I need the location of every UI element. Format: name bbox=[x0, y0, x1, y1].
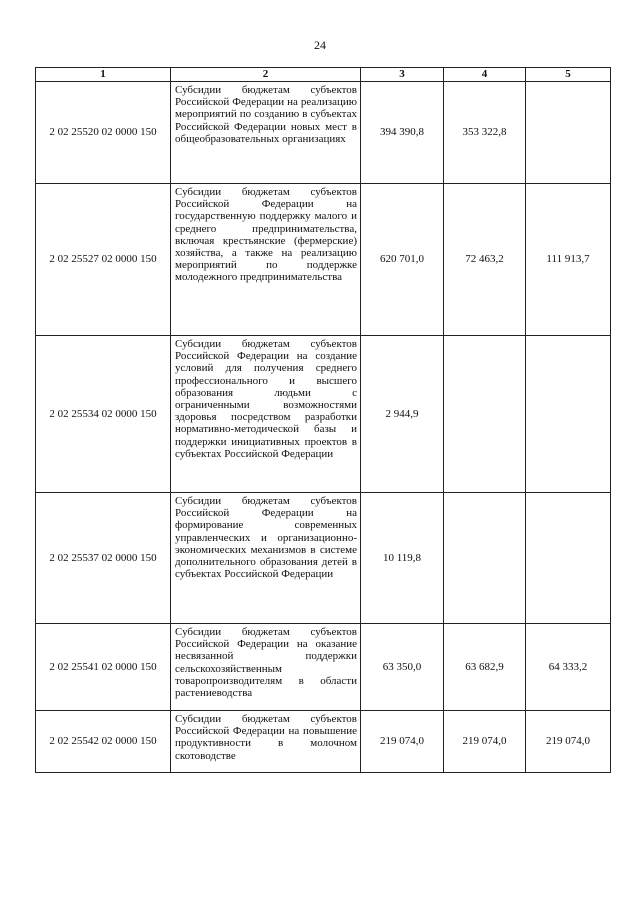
amount-col4-cell: 219 074,0 bbox=[444, 711, 526, 773]
amount-col5-cell bbox=[526, 493, 611, 624]
column-header-2: 2 bbox=[171, 68, 361, 82]
table-row bbox=[36, 711, 611, 773]
table-row bbox=[36, 336, 611, 493]
column-header-3: 3 bbox=[361, 68, 444, 82]
amount-col5-cell: 219 074,0 bbox=[526, 711, 611, 773]
amount-col4-cell: 353 322,8 bbox=[444, 82, 526, 184]
table-row bbox=[36, 624, 611, 711]
amount-col3-cell: 219 074,0 bbox=[361, 711, 444, 773]
budget-code-cell: 2 02 25527 02 0000 150 bbox=[36, 184, 171, 336]
budget-code-cell: 2 02 25542 02 0000 150 bbox=[36, 711, 171, 773]
description-cell: Субсидии бюджетам субъектов Российской Федерации на формирование современных управленческих и организационно-экономических механизмов в системе дополнительного образования детей в субъектах Российской Федерации bbox=[171, 493, 361, 624]
amount-col5-cell bbox=[526, 336, 611, 493]
description-cell: Субсидии бюджетам субъектов Российской Федерации на повышение продуктивности в молочном скотоводстве bbox=[171, 711, 361, 773]
budget-code-cell: 2 02 25534 02 0000 150 bbox=[36, 336, 171, 493]
amount-col4-cell bbox=[444, 493, 526, 624]
column-header-4: 4 bbox=[444, 68, 526, 82]
table-header-row bbox=[36, 68, 611, 82]
description-cell: Субсидии бюджетам субъектов Российской Федерации на оказание несвязанной поддержки сельскохозяйственным товаропроизводителям в области растениеводства bbox=[171, 624, 361, 711]
amount-col5-cell bbox=[526, 82, 611, 184]
amount-col4-cell: 63 682,9 bbox=[444, 624, 526, 711]
budget-table bbox=[35, 67, 611, 773]
table-row bbox=[36, 493, 611, 624]
amount-col4-cell bbox=[444, 336, 526, 493]
table-row bbox=[36, 82, 611, 184]
amount-col3-cell: 394 390,8 bbox=[361, 82, 444, 184]
description-cell: Субсидии бюджетам субъектов Российской Федерации на создание условий для получения среднего профессионального и высшего образования людьми с ограниченными возможностями здоровья посредством разработки нормативно-методической базы и поддержки инициативных проектов в субъектах Российской Федерации bbox=[171, 336, 361, 493]
column-header-5: 5 bbox=[526, 68, 611, 82]
budget-code-cell: 2 02 25541 02 0000 150 bbox=[36, 624, 171, 711]
amount-col3-cell: 2 944,9 bbox=[361, 336, 444, 493]
amount-col3-cell: 63 350,0 bbox=[361, 624, 444, 711]
description-cell: Субсидии бюджетам субъектов Российской Федерации на реализацию мероприятий по созданию в субъектах Российской Федерации новых мест в общеобразовательных организациях bbox=[171, 82, 361, 184]
amount-col5-cell: 64 333,2 bbox=[526, 624, 611, 711]
budget-code-cell: 2 02 25520 02 0000 150 bbox=[36, 82, 171, 184]
table-row bbox=[36, 184, 611, 336]
amount-col3-cell: 620 701,0 bbox=[361, 184, 444, 336]
amount-col5-cell: 111 913,7 bbox=[526, 184, 611, 336]
description-cell: Субсидии бюджетам субъектов Российской Федерации на государственную поддержку малого и среднего предпринимательства, включая крестьянские (фермерские) хозяйства, а также на реализацию мероприятий по поддержке молодежного предпринимательства bbox=[171, 184, 361, 336]
amount-col4-cell: 72 463,2 bbox=[444, 184, 526, 336]
column-header-1: 1 bbox=[36, 68, 171, 82]
page-number: 24 bbox=[314, 38, 326, 52]
budget-code-cell: 2 02 25537 02 0000 150 bbox=[36, 493, 171, 624]
amount-col3-cell: 10 119,8 bbox=[361, 493, 444, 624]
